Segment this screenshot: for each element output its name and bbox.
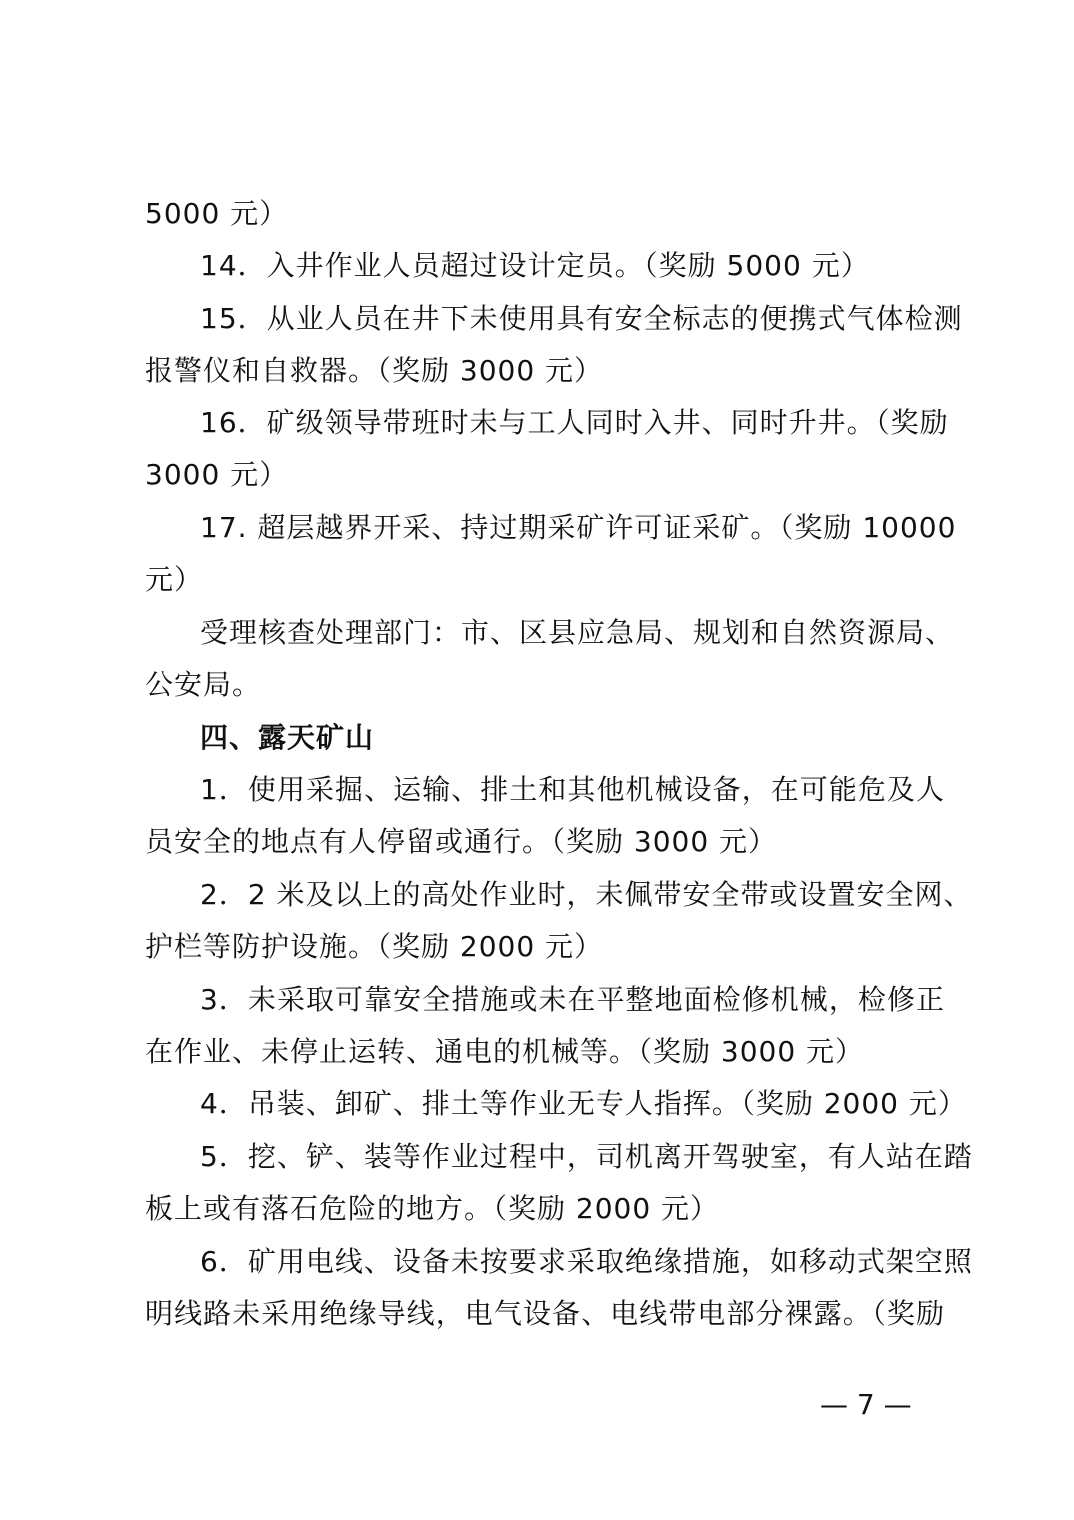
text-line-12: 1．使用采掘、运输、排土和其他机械设备，在可能危及人 xyxy=(200,773,945,806)
text-line-10: 公安局。 xyxy=(145,668,262,701)
text-line-18: 4．吊装、卸矿、排土等作业无专人指挥。（奖励 2000 元） xyxy=(200,1087,967,1120)
text-line-17: 在作业、未停止运转、通电的机械等。（奖励 3000 元） xyxy=(145,1035,865,1068)
text-line-4: 报警仪和自救器。（奖励 3000 元） xyxy=(145,354,604,387)
text-line-22: 明线路未采用绝缘导线，电气设备、电线带电部分裸露。（奖励 xyxy=(145,1297,945,1330)
text-line-2: 14．入井作业人员超过设计定员。（奖励 5000 元） xyxy=(200,249,870,282)
text-line-9: 受理核查处理部门：市、区县应急局、规划和自然资源局、 xyxy=(200,616,955,649)
text-line-16: 3．未采取可靠安全措施或未在平整地面检修机械，检修正 xyxy=(200,983,945,1016)
text-line-13: 员安全的地点有人停留或通行。（奖励 3000 元） xyxy=(145,825,778,858)
text-line-14: 2．2 米及以上的高处作业时，未佩带安全带或设置安全网、 xyxy=(200,878,973,911)
text-line-19: 5．挖、铲、装等作业过程中，司机离开驾驶室，有人站在踏 xyxy=(200,1140,973,1173)
section-heading: 四、露天矿山 xyxy=(200,721,375,754)
text-line-3: 15．从业人员在井下未使用具有安全标志的便携式气体检测 xyxy=(200,302,963,335)
text-line-1: 5000 元） xyxy=(145,197,289,230)
text-line-20: 板上或有落石危险的地方。（奖励 2000 元） xyxy=(145,1192,720,1225)
page-number: — 7 — xyxy=(820,1388,912,1421)
text-line-6: 3000 元） xyxy=(145,458,289,491)
text-line-15: 护栏等防护设施。（奖励 2000 元） xyxy=(145,930,604,963)
text-line-21: 6．矿用电线、设备未按要求采取绝缘措施，如移动式架空照 xyxy=(200,1245,973,1278)
text-line-8: 元） xyxy=(145,563,204,596)
text-line-5: 16．矿级领导带班时未与工人同时入井、同时升井。（奖励 xyxy=(200,406,949,439)
text-line-7: 17. 超层越界开采、持过期采矿许可证采矿。（奖励 10000 xyxy=(200,511,957,544)
